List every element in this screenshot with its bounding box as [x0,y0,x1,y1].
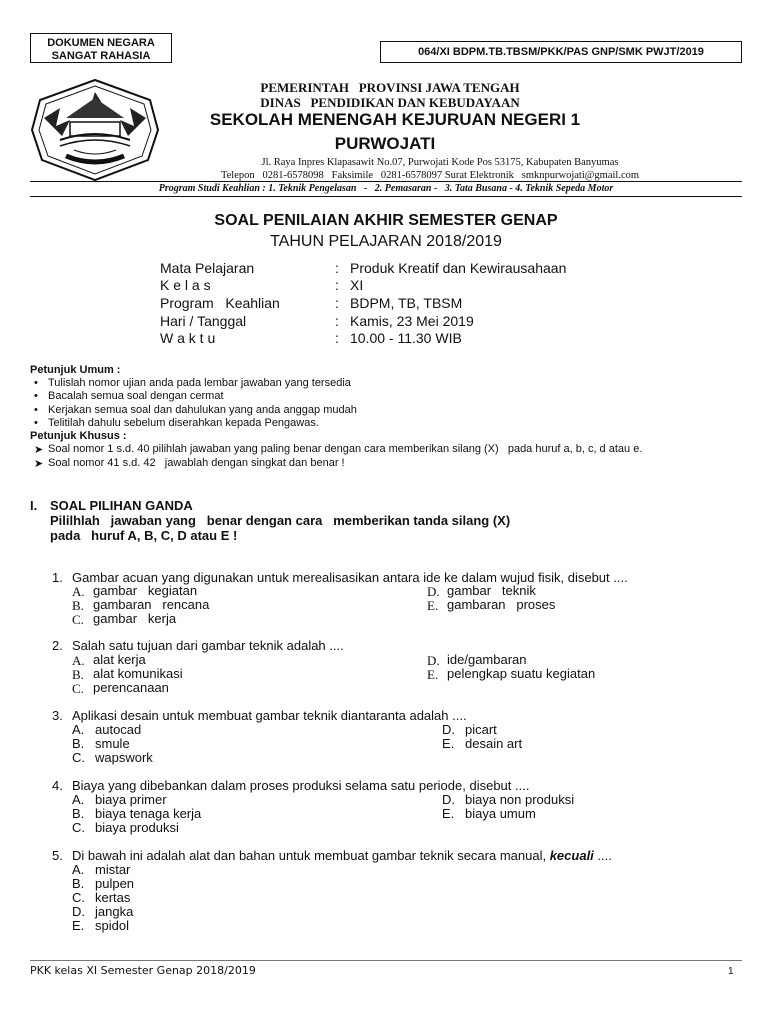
general-instruction-item: • Telitilah dahulu sebelum diserahkan kepada Pengawas. [34,417,319,429]
bullet-icon: • [34,377,38,389]
option-letter: C. [72,750,85,765]
option-letter: D. [442,722,455,737]
question-text: Salah satu tujuan dari gambar teknik adalah .... [72,638,344,653]
option-text: gambar kerja [93,611,177,626]
option-text: desain art [465,736,523,751]
question-number: 4. [52,778,63,793]
question-number: 2. [52,638,63,653]
question-number: 1. [52,570,63,585]
general-instruction-item: • Bacalah semua soal dengan cermat [34,390,224,402]
option-text: gambar teknik [447,583,536,598]
question-text: Gambar acuan yang digunakan untuk merealisasikan antara ide ke dalam wujud fisik, disebut .... [72,570,628,585]
meta-separator: : [335,330,339,346]
option-letter: D. [427,584,440,599]
province-logo [30,78,160,182]
option-text: perencanaan [93,680,169,695]
header-divider-top [30,181,742,182]
exam-title: SOAL PENILAIAN AKHIR SEMESTER GENAP [214,212,558,229]
option-letter: C. [72,681,84,696]
option-letter: D. [442,792,455,807]
option-letter: E. [72,918,85,933]
option-letter: E. [442,736,455,751]
classification-box [30,33,172,63]
bullet-icon: • [34,417,38,429]
classification-line-1: DOKUMEN NEGARA [47,37,155,49]
section-title: SOAL PILIHAN GANDA [50,498,193,513]
meta-label: Program Keahlian [160,295,280,311]
school-town: PURWOJATI [334,134,436,153]
option-letter: E. [427,667,439,682]
option-letter: A. [72,653,85,668]
option-text: gambaran proses [447,597,556,612]
option-text: smule [95,736,130,751]
option-letter: C. [72,890,85,905]
option-letter: B. [72,806,85,821]
option-letter: C. [72,820,85,835]
arrow-bullet-icon: ➤ [34,458,44,470]
footer-text: PKK kelas XI Semester Genap 2018/2019 [30,964,256,977]
option-letter: D. [72,904,85,919]
meta-separator: : [335,260,339,276]
option-letter: B. [72,667,84,682]
meta-label: W a k t u [160,330,216,346]
option-text: biaya primer [95,792,167,807]
general-instruction-item: • Kerjakan semua soal dan dahulukan yang anda anggap mudah [34,404,357,416]
option-text: wapswork [95,750,153,765]
school-contact: Telepon 0281-6578098 Faksimile 0281-6578097 Surat Elektronik smknpurwojati@gmail.com [220,170,640,181]
general-instructions-title: Petunjuk Umum : [30,364,121,376]
option-text: pelengkap suatu kegiatan [447,666,596,681]
option-text: alat komunikasi [93,666,183,681]
question-number: 3. [52,708,63,723]
option-letter: A. [72,862,85,877]
meta-separator: : [335,313,339,329]
header-divider-bottom [30,196,742,197]
meta-value: 10.00 - 11.30 WIB [350,330,462,346]
question-text: Biaya yang dibebankan dalam proses produksi selama satu periode, disebut .... [72,778,530,793]
option-text: spidol [95,918,129,933]
option-text: mistar [95,862,131,877]
option-text: picart [465,722,497,737]
government-name: PEMERINTAH PROVINSI JAWA TENGAH [260,80,520,95]
section-instruction-1: Pililhlah jawaban yang benar dengan cara memberikan tanda silang (X) [50,513,511,528]
question-number: 5. [52,848,63,863]
meta-label: Hari / Tanggal [160,313,247,329]
exam-year: TAHUN PELAJARAN 2018/2019 [270,233,502,250]
special-instruction-item: ➤ Soal nomor 41 s.d. 42 jawablah dengan singkat dan benar ! [34,457,345,470]
option-letter: D. [427,653,440,668]
option-letter: B. [72,736,85,751]
meta-value: BDPM, TB, TBSM [350,295,463,311]
page-number: 1 [728,966,734,977]
option-text: biaya produksi [95,820,179,835]
option-text: biaya tenaga kerja [95,806,202,821]
option-letter: A. [72,584,85,599]
meta-label: K e l a s [160,277,211,293]
general-instruction-item: • Tulislah nomor ujian anda pada lembar jawaban yang tersedia [34,377,351,389]
question-text: Aplikasi desain untuk membuat gambar teknik diantaranta adalah .... [72,708,467,723]
meta-separator: : [335,277,339,293]
department-name: DINAS PENDIDIKAN DAN KEBUDAYAAN [260,95,520,110]
option-letter: B. [72,876,85,891]
school-address: Jl. Raya Inpres Klapasawit No.07, Purwojati Kode Pos 53175, Kabupaten Banyumas [261,157,619,168]
option-letter: A. [72,792,85,807]
emphasis-word: kecuali [549,848,594,863]
option-text: biaya umum [465,806,536,821]
meta-separator: : [335,295,339,311]
option-letter: A. [72,722,85,737]
option-text: alat kerja [93,652,146,667]
special-instruction-item: ➤ Soal nomor 1 s.d. 40 pilihlah jawaban yang paling benar dengan cara memberikan silang (X) pada huruf a, b, c, d atau e. [34,443,643,456]
option-letter: C. [72,612,84,627]
school-name: SEKOLAH MENENGAH KEJURUAN NEGERI 1 [209,110,581,129]
bullet-icon: • [34,390,38,402]
option-text: jangka [95,904,134,919]
option-text: biaya non produksi [465,792,575,807]
study-programs: Program Studi Keahlian : 1. Teknik Pengelasan - 2. Pemasaran - 3. Tata Busana - 4. Teknik Sepeda Motor [158,183,614,194]
option-text: autocad [95,722,142,737]
option-text: ide/gambaran [447,652,527,667]
option-letter: E. [442,806,455,821]
option-text: pulpen [95,876,135,891]
footer-divider [30,960,742,961]
classification-line-2: SANGAT RAHASIA [51,50,151,62]
bullet-icon: • [34,404,38,416]
question-text: Di bawah ini adalah alat dan bahan untuk membuat gambar teknik secara manual, kecuali .... [72,848,612,863]
meta-value: XI [350,277,364,293]
section-instruction-2: pada huruf A, B, C, D atau E ! [50,528,238,543]
document-code: 064/XI BDPM.TB.TBSM/PKK/PAS GNP/SMK PWJT/2019 [418,46,704,58]
section-number: I. [30,498,38,513]
option-text: kertas [95,890,131,905]
arrow-bullet-icon: ➤ [34,444,44,456]
meta-label: Mata Pelajaran [160,260,255,276]
meta-value: Produk Kreatif dan Kewirausahaan [350,260,567,276]
option-letter: B. [72,598,84,613]
meta-value: Kamis, 23 Mei 2019 [350,313,474,329]
option-text: gambaran rencana [93,597,210,612]
option-text: gambar kegiatan [93,583,198,598]
document-code-box [380,41,742,63]
special-instructions-title: Petunjuk Khusus : [30,430,127,442]
option-letter: E. [427,598,439,613]
